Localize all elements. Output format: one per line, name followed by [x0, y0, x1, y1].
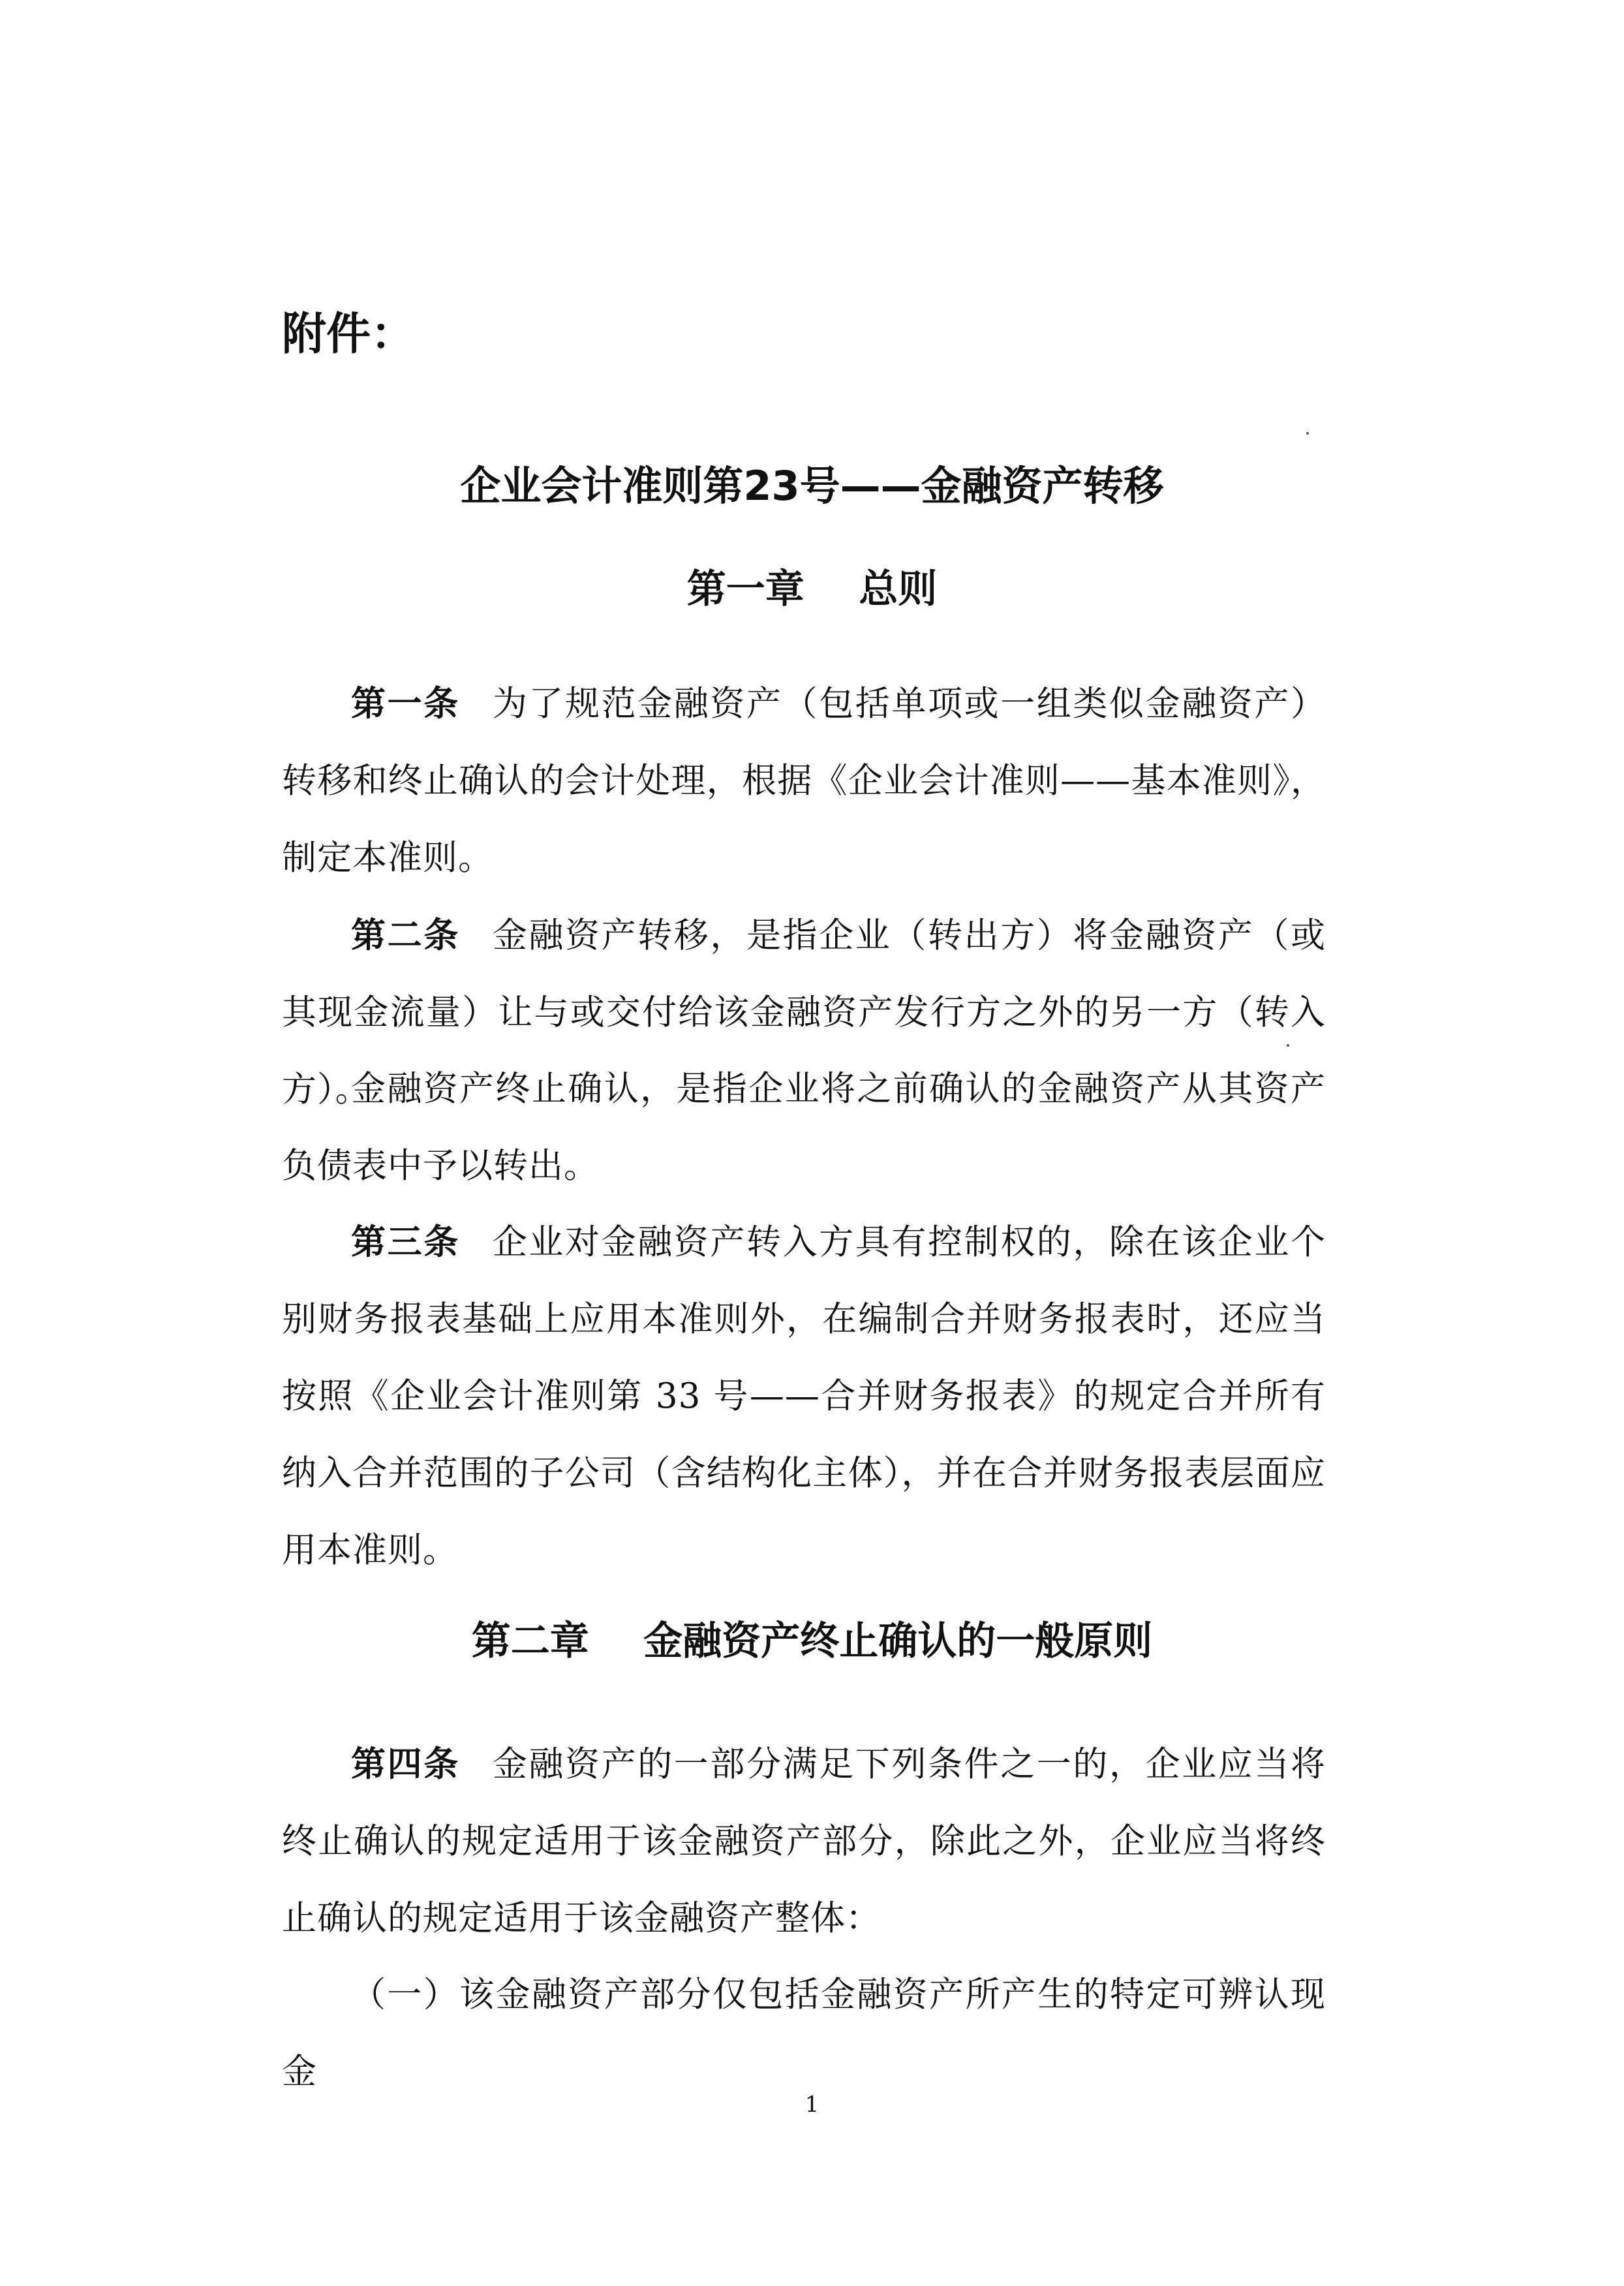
article-paragraph	[282, 1956, 1326, 2110]
scan-speck	[1287, 1044, 1289, 1047]
article-paragraph	[282, 1051, 1326, 1205]
article-text: 金融资产的一部分满足下列条件之一的，企业应当将终止确认的规定适用于该金融资产部分，除此之外，企业应当将终止确认的规定适用于该金融资产整体：	[282, 1744, 1326, 1938]
article-text: 金融资产转移，是指企业（转出方）将金融资产（或其现金流量）让与或交付给该金融资产发行方之外的另一方（转入方）。	[282, 916, 1326, 1109]
scan-speck	[1306, 432, 1309, 435]
article-number: 第三条	[351, 1222, 460, 1262]
article-number: 第二条	[351, 916, 460, 955]
document-title: 企业会计准则第23号——金融资产转移	[460, 462, 1164, 510]
attachment-label: 附件：	[282, 309, 416, 360]
article-number: 第一条	[351, 684, 460, 724]
article-paragraph	[282, 1204, 1326, 1589]
article-text: 企业对金融资产转入方具有控制权的，除在该企业个别财务报表基础上应用本准则外，在编制合并财务报表时，还应当按照《企业会计准则第 33 号——合并财务报表》的规定合并所有纳入合并范围的子公司（含结构化主体），并在合并财务报表层面应用本准则。	[282, 1222, 1326, 1570]
chapter-heading-1: 第一章 总则	[686, 566, 938, 612]
article-paragraph	[282, 666, 1326, 897]
article-text: （一）该金融资产部分仅包括金融资产所产生的特定可辨认现金	[282, 1975, 1326, 2092]
article-number: 第四条	[351, 1744, 460, 1784]
article-text: 金融资产终止确认，是指企业将之前确认的金融资产从其资产负债表中予以转出。	[282, 1069, 1326, 1186]
page-number: 1	[804, 2092, 820, 2118]
chapter-heading-2: 第二章 金融资产终止确认的一般原则	[471, 1618, 1153, 1664]
article-paragraph	[282, 1726, 1326, 1957]
article-text: 为了规范金融资产（包括单项或一组类似金融资产）转移和终止确认的会计处理，根据《企业会计准则——基本准则》，制定本准则。	[282, 684, 1326, 878]
